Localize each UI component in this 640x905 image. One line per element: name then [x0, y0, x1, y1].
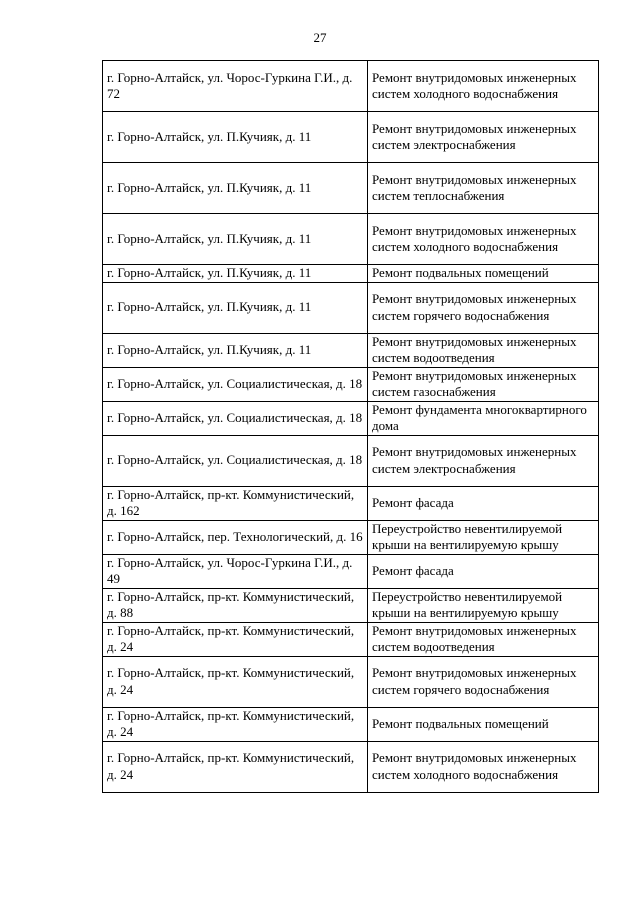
table-row: [103, 520, 599, 554]
address-cell: г. Горно-Алтайск, ул. П.Кучияк, д. 11: [103, 282, 368, 333]
table-row: [103, 554, 599, 588]
address-cell: г. Горно-Алтайск, ул. Социалистическая, д. 18: [103, 401, 368, 435]
address-cell: г. Горно-Алтайск, ул. П.Кучияк, д. 11: [103, 333, 368, 367]
work-type-cell: Ремонт внутридомовых инженерных систем газоснабжения: [368, 367, 599, 401]
work-type-cell: Ремонт внутридомовых инженерных систем холодного водоснабжения: [368, 214, 599, 265]
work-type-cell: Переустройство невентилируемой крыши на вентилируемую крышу: [368, 588, 599, 622]
address-cell: г. Горно-Алтайск, пр-кт. Коммунистический, д. 24: [103, 622, 368, 656]
address-cell: г. Горно-Алтайск, пер. Технологический, д. 16: [103, 520, 368, 554]
address-cell: г. Горно-Алтайск, ул. П.Кучияк, д. 11: [103, 163, 368, 214]
work-type-cell: Ремонт фундамента многоквартирного дома: [368, 401, 599, 435]
table-row: [103, 367, 599, 401]
work-type-cell: Ремонт фасада: [368, 554, 599, 588]
address-cell: г. Горно-Алтайск, пр-кт. Коммунистический, д. 24: [103, 656, 368, 707]
work-type-cell: Ремонт подвальных помещений: [368, 265, 599, 283]
table-row: [103, 112, 599, 163]
address-cell: г. Горно-Алтайск, пр-кт. Коммунистический, д. 24: [103, 741, 368, 792]
work-type-cell: Ремонт внутридомовых инженерных систем теплоснабжения: [368, 163, 599, 214]
table-row: [103, 61, 599, 112]
table-row: [103, 163, 599, 214]
address-cell: г. Горно-Алтайск, пр-кт. Коммунистический, д. 24: [103, 707, 368, 741]
work-type-cell: Ремонт внутридомовых инженерных систем холодного водоснабжения: [368, 61, 599, 112]
work-type-cell: Ремонт фасада: [368, 486, 599, 520]
work-type-cell: Ремонт внутридомовых инженерных систем холодного водоснабжения: [368, 741, 599, 792]
table-row: [103, 265, 599, 283]
address-cell: г. Горно-Алтайск, ул. Чорос-Гуркина Г.И., д. 72: [103, 61, 368, 112]
address-cell: г. Горно-Алтайск, ул. П.Кучияк, д. 11: [103, 265, 368, 283]
work-type-cell: Ремонт внутридомовых инженерных систем водоотведения: [368, 622, 599, 656]
address-cell: г. Горно-Алтайск, пр-кт. Коммунистический, д. 162: [103, 486, 368, 520]
address-cell: г. Горно-Алтайск, ул. Чорос-Гуркина Г.И., д. 49: [103, 554, 368, 588]
table-row: [103, 707, 599, 741]
works-table: [102, 60, 599, 793]
table-row: [103, 622, 599, 656]
table-row: [103, 282, 599, 333]
table-row: [103, 214, 599, 265]
table-row: [103, 656, 599, 707]
address-cell: г. Горно-Алтайск, ул. П.Кучияк, д. 11: [103, 214, 368, 265]
address-cell: г. Горно-Алтайск, ул. П.Кучияк, д. 11: [103, 112, 368, 163]
address-cell: г. Горно-Алтайск, ул. Социалистическая, д. 18: [103, 435, 368, 486]
work-type-cell: Ремонт внутридомовых инженерных систем горячего водоснабжения: [368, 656, 599, 707]
work-type-cell: Ремонт внутридомовых инженерных систем электроснабжения: [368, 112, 599, 163]
table-row: [103, 741, 599, 792]
work-type-cell: Ремонт подвальных помещений: [368, 707, 599, 741]
table-row: [103, 588, 599, 622]
address-cell: г. Горно-Алтайск, ул. Социалистическая, д. 18: [103, 367, 368, 401]
work-type-cell: Ремонт внутридомовых инженерных систем горячего водоснабжения: [368, 282, 599, 333]
table-row: [103, 486, 599, 520]
page-number: 27: [313, 30, 327, 45]
table-row: [103, 333, 599, 367]
address-cell: г. Горно-Алтайск, пр-кт. Коммунистический, д. 88: [103, 588, 368, 622]
work-type-cell: Ремонт внутридомовых инженерных систем водоотведения: [368, 333, 599, 367]
work-type-cell: Переустройство невентилируемой крыши на вентилируемую крышу: [368, 520, 599, 554]
table-row: [103, 401, 599, 435]
table-row: [103, 435, 599, 486]
work-type-cell: Ремонт внутридомовых инженерных систем электроснабжения: [368, 435, 599, 486]
